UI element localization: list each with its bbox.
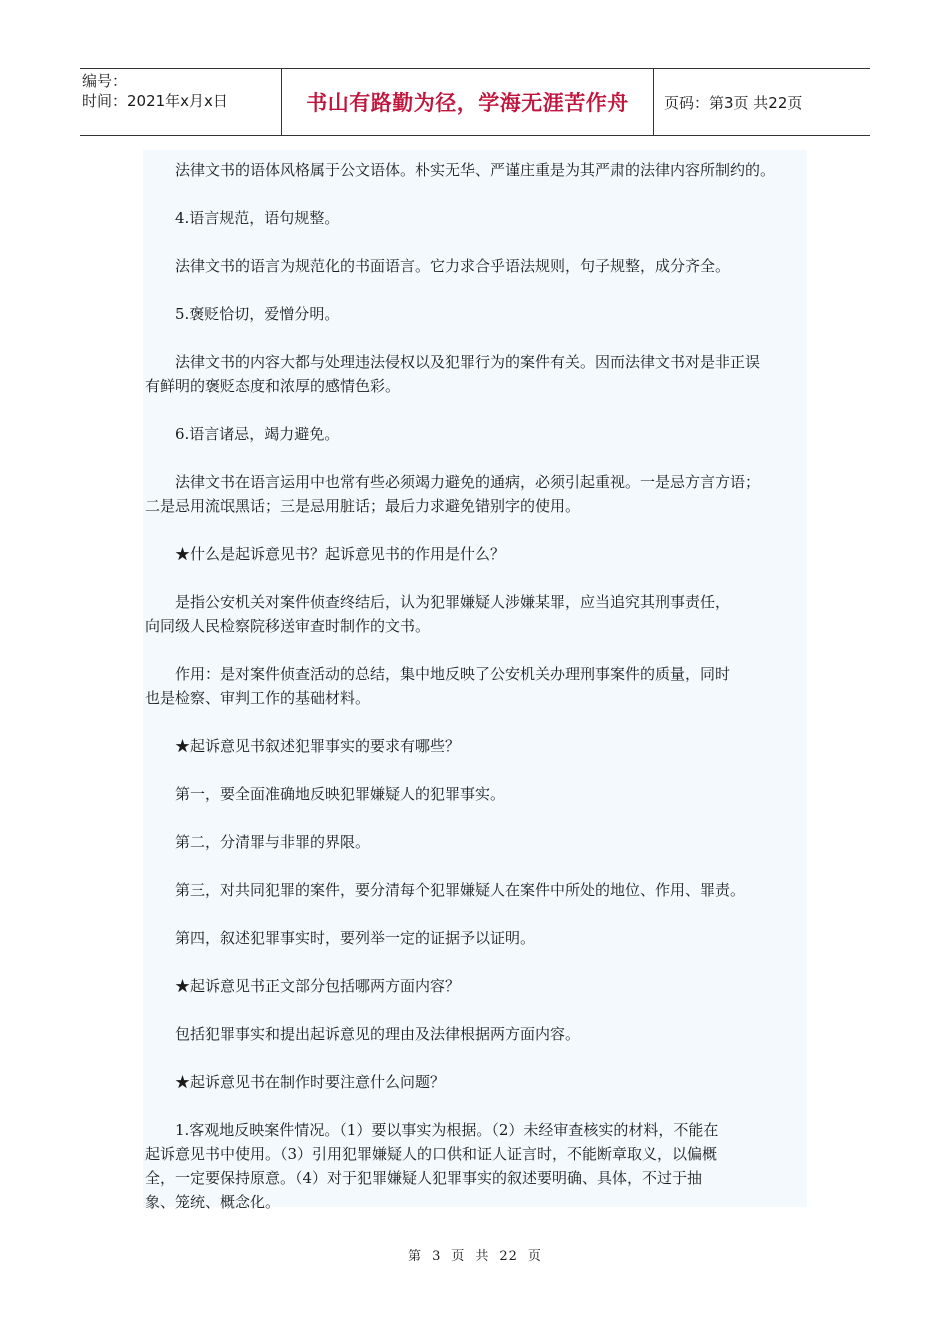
paragraph-line: 法律文书的语言为规范化的书面语言。它力求合乎语法规则，句子规整，成分齐全。	[145, 257, 731, 275]
header-left-cell	[80, 69, 281, 135]
paragraph-line: 法律文书的语体风格属于公文语体。朴实无华、严谨庄重是为其严肃的法律内容所制约的。	[145, 161, 776, 179]
page-footer	[0, 1245, 950, 1264]
header-page-label: 页码：第3页 共22页	[664, 93, 803, 112]
paragraph-line: ★起诉意见书叙述犯罪事实的要求有哪些？	[145, 737, 461, 755]
paragraph-line: ★起诉意见书在制作时要注意什么问题？	[145, 1073, 446, 1091]
paragraph-line: 6.语言诸忌，竭力避免。	[145, 425, 340, 443]
footer-page-number: 3	[432, 1249, 442, 1264]
footer-text-ye-2: 页	[527, 1249, 542, 1264]
document-body	[143, 150, 807, 1211]
paragraph-line: 法律文书的内容大都与处理违法侵权以及犯罪行为的案件有关。因而法律文书对是非正误	[145, 353, 761, 371]
paragraph-line: 有鲜明的褒贬态度和浓厚的感情色彩。	[145, 377, 401, 395]
paragraph-line: 4.语言规范，语句规整。	[145, 209, 340, 227]
paragraph-line: 包括犯罪事实和提出起诉意见的理由及法律根据两方面内容。	[145, 1025, 581, 1043]
paragraph-line: 第二，分清罪与非罪的界限。	[145, 833, 371, 851]
paragraph-line: 二是忌用流氓黑话；三是忌用脏话；最后力求避免错别字的使用。	[145, 497, 581, 515]
footer-total-pages: 22	[499, 1249, 518, 1264]
paragraph-line: 第一，要全面准确地反映犯罪嫌疑人的犯罪事实。	[145, 785, 506, 803]
footer-text-ye: 页	[451, 1249, 466, 1264]
paragraph-line: ★起诉意见书正文部分包括哪两方面内容？	[145, 977, 461, 995]
paragraph-line: 5.褒贬恰切，爱憎分明。	[145, 305, 340, 323]
header-motto: 书山有路勤为径，学海无涯苦作舟	[281, 69, 654, 135]
footer-text-gong: 共	[475, 1249, 490, 1264]
page-header	[80, 68, 870, 136]
paragraph-line: 象、笼统、概念化。	[145, 1193, 281, 1211]
document-number-label: 编号：	[82, 72, 128, 90]
paragraph-line: 是指公安机关对案件侦查终结后，认为犯罪嫌疑人涉嫌某罪，应当追究其刑事责任，	[145, 593, 731, 611]
paragraph-line: 起诉意见书中使用。（3）引用犯罪嫌疑人的口供和证人证言时，不能断章取义，以偏概	[145, 1145, 718, 1163]
paragraph-line: 法律文书在语言运用中也常有些必须竭力避免的通病，必须引起重视。一是忌方言方语；	[145, 473, 761, 491]
paragraph-line: 也是检察、审判工作的基础材料。	[145, 689, 371, 707]
paragraph-line: 向同级人民检察院移送审查时制作的文书。	[145, 617, 431, 635]
document-date-label: 时间：2021年x月x日	[82, 92, 228, 110]
paragraph-line: 作用：是对案件侦查活动的总结，集中地反映了公安机关办理刑事案件的质量，同时	[145, 665, 731, 683]
paragraph-line: 1.客观地反映案件情况。（1）要以事实为根据。（2）未经审查核实的材料，不能在	[145, 1121, 719, 1139]
footer-text-di: 第	[408, 1249, 423, 1264]
paragraph-line: 第三，对共同犯罪的案件，要分清每个犯罪嫌疑人在案件中所处的地位、作用、罪责。	[145, 881, 746, 899]
paragraph-line: 全，一定要保持原意。（4）对于犯罪嫌疑人犯罪事实的叙述要明确、具体，不过于抽	[145, 1169, 703, 1187]
paragraph-line: ★什么是起诉意见书？起诉意见书的作用是什么？	[145, 545, 506, 563]
paragraph-line: 第四，叙述犯罪事实时，要列举一定的证据予以证明。	[145, 929, 536, 947]
